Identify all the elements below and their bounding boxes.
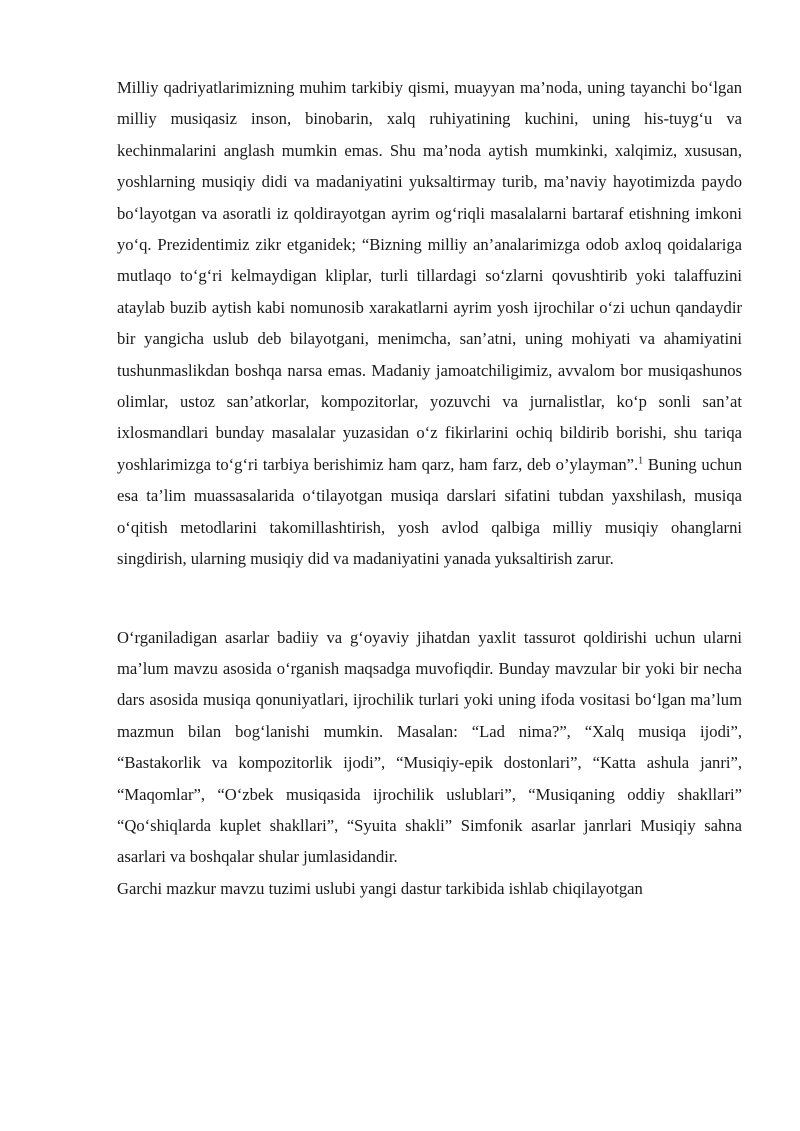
body-text (117, 72, 742, 904)
paragraph-1 (117, 72, 742, 575)
paragraph-1-text: Milliy qadriyatlarimizning muhim tarkibiy qismi, muayyan ma’noda, uning tayanchi bo‘lgan milliy musiqasiz inson, binobarin, xalq ruhiyatining kuchini, uning his-tuyg‘u va kechinmalarini anglash mumkin emas. Shu ma’noda aytish mumkinki, xalqimiz, xususan, yoshlarning musiqiy didi va madaniyatini yuksaltirmay turib, ma’naviy hayotimizda paydo bo‘layotgan va asoratli iz qoldirayotgan ayrim og‘riqli masalalarni bartaraf etishning imkoni yo‘q. Prezidentimiz zikr etganidek; “Bizning milliy an’analarimizga odob axloq qoidalariga mutlaqo to‘g‘ri kelmaydigan kliplar, turli tillardagi so‘zlarni qovushtirib yoki talaffuzini ataylab buzib aytish kabi nomunosib xarakatlarni ayrim yosh ijrochilar o‘zi uchun qandaydir bir yangicha uslub deb bilayotgani, menimcha, san’atni, uning mohiyati va ahamiyatini tushunmaslikdan boshqa narsa emas. Madaniy jamoatchiligimiz, avvalom bor musiqashunos olimlar, ustoz san’atkorlar, kompozitorlar, yozuvchi va jurnalistlar, ko‘p sonli san’at ixlosmandlari bunday masalalar yuzasidan o‘z fikirlarini ochiq bildirib borishi, shu tariqa yoshlarimizga to‘g‘ri tarbiya berishimiz ham qarz, ham farz, deb o’ylayman”. (117, 78, 742, 474)
paragraph-1-continuation: Buning uchun esa ta’lim muassasalarida o‘tilayotgan musiqa darslari sifatini tubdan yaxshilash, musiqa o‘qitish metodlarini takomillashtirish, yosh avlod qalbiga milliy musiqiy ohanglarni singdirish, ularning musiqiy did va madaniyatini yanada yuksaltirish zarur. (117, 454, 742, 569)
paragraph-3: Garchi mazkur mavzu tuzimi uslubi yangi dastur tarkibida ishlab chiqilayotgan (117, 878, 643, 898)
paragraph-2: O‘rganiladigan asarlar badiiy va g‘oyaviy jihatdan yaxlit tassurot qoldirishi uchun ularni ma’lum mavzu asosida o‘rganish maqsadga muvofiqdir. Bunday mavzular bir yoki bir necha dars asosida musiqa qonuniyatlari, ijrochilik turlari yoki uning ifoda vositasi bo‘lgan ma’lum mazmun bilan bog‘lanishi mumkin. Masalan: “Lad nima?”, “Xalq musiqa ijodi”, “Bastakorlik va kompozitorlik ijodi”, “Musiqiy-epik dostonlari”, “Katta ashula janri”, “Maqomlar”, “O‘zbek musiqasida ijrochilik uslublari”, “Musiqaning oddiy shakllari” “Qo‘shiqlarda kuplet shakllari”, “Syuita shakli” Simfonik asarlar janrlari Musiqiy sahna asarlari va boshqalar shular jumlasidandir. (117, 627, 742, 867)
footnote-marker[interactable]: 1 (638, 455, 644, 467)
